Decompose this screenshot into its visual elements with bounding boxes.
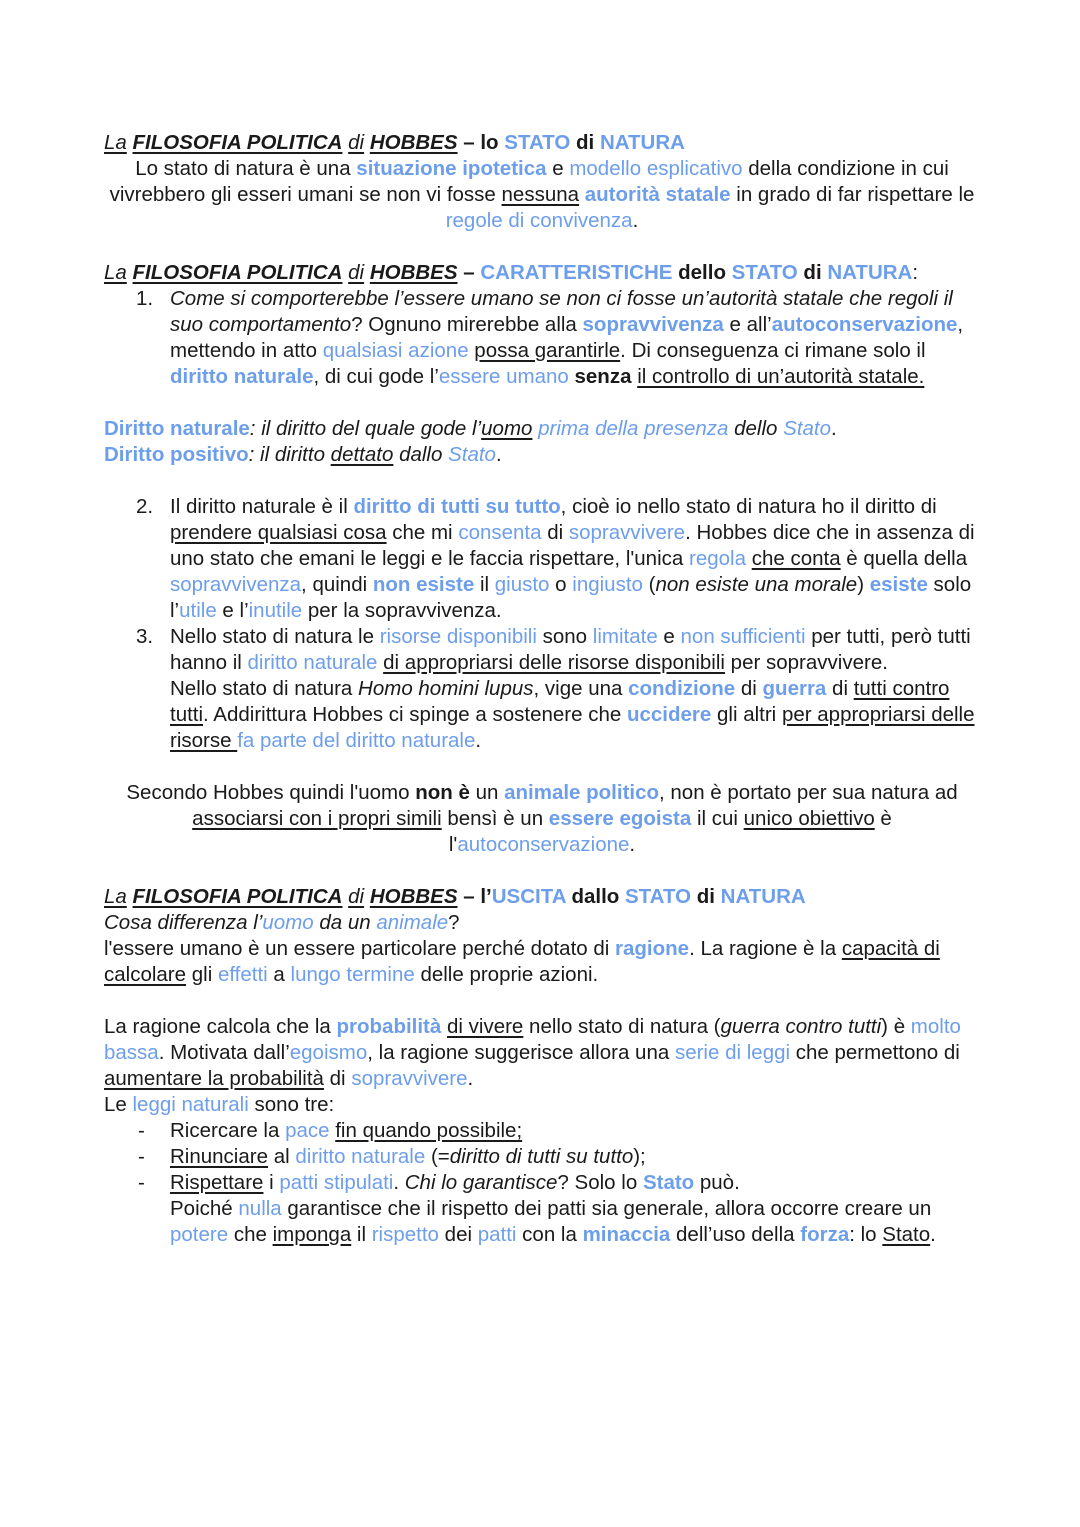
text-span: senza <box>574 365 632 388</box>
text-span: uomo <box>262 911 314 934</box>
text-span: imponga <box>272 1223 352 1246</box>
text-span: Cosa differenza l’ <box>104 911 263 934</box>
text-span: Rinunciare <box>170 1145 268 1168</box>
text-span: fin quando possibile; <box>335 1119 523 1142</box>
law-item-2 <box>104 1144 980 1170</box>
text-span: . <box>393 1171 405 1194</box>
text-span: condizione <box>628 677 736 700</box>
text-span: autoconservazione <box>771 313 958 336</box>
text-span: tutti contro tutti <box>170 677 950 726</box>
text-span: La <box>104 261 127 284</box>
text-span: per tutti, però tutti hanno il <box>170 625 971 674</box>
text-span: Homo homini lupus <box>358 677 534 700</box>
text-span: nello stato di natura ( <box>523 1015 721 1038</box>
text-span: – l’ <box>457 885 492 908</box>
text-span: qualsiasi azione <box>322 339 469 362</box>
text-span: dei <box>438 1223 478 1246</box>
text-span: FILOSOFIA POLITICA <box>132 261 343 284</box>
text-span: STATO <box>731 261 798 284</box>
text-span: di <box>797 261 828 284</box>
text-span: . Addirittura Hobbes ci spinge a sostenere che <box>203 703 627 726</box>
text-span: Chi lo garantisce <box>404 1171 558 1194</box>
text-span: a <box>267 963 291 986</box>
text-span: 3. <box>136 625 154 648</box>
text-span: con la <box>516 1223 583 1246</box>
paragraph-stato-di-natura-definition <box>104 156 980 234</box>
text-span: uomo <box>481 417 533 440</box>
text-span: non esiste <box>372 573 475 596</box>
paragraph-probabilita <box>104 1014 980 1092</box>
text-span: . Motivata dall’ <box>158 1041 290 1064</box>
text-span: NATURA <box>827 261 913 284</box>
text-span: esiste <box>869 573 928 596</box>
text-span: per appropriarsi delle risorse <box>170 703 975 752</box>
text-span: il <box>474 573 495 596</box>
text-span: minaccia <box>582 1223 671 1246</box>
text-span: STATO <box>625 885 692 908</box>
text-span: effetti <box>217 963 268 986</box>
section-heading-stato-di-natura <box>104 130 980 156</box>
text-span: FILOSOFIA POLITICA <box>132 885 343 908</box>
text-span: aumentare la probabilità <box>104 1067 324 1090</box>
text-span: per sopravvivere. <box>724 651 888 674</box>
section-heading-caratteristiche <box>104 260 980 286</box>
text-span: fa parte del diritto naturale <box>237 729 476 752</box>
law-item-3-continuation <box>104 1196 980 1248</box>
text-span: di <box>348 261 365 284</box>
text-span: - <box>138 1145 145 1168</box>
text-span: di appropriarsi delle risorse disponibili <box>383 651 725 674</box>
text-span: La <box>104 131 127 154</box>
text-span: il cui <box>691 807 744 830</box>
question-uomo-animale <box>104 910 980 936</box>
text-span: sopravvivere <box>351 1067 468 1090</box>
text-span: regola <box>689 547 746 570</box>
text-span: Stato <box>642 1171 695 1194</box>
text-span: uccidere <box>626 703 712 726</box>
text-span: . Di conseguenza ci rimane solo il <box>620 339 926 362</box>
text-span: nessuna <box>501 183 580 206</box>
text-span: e <box>657 625 681 648</box>
text-span: . La ragione è la <box>689 937 842 960</box>
law-item-3 <box>104 1170 980 1196</box>
text-span: potere <box>170 1223 229 1246</box>
text-span: dell’uso della <box>670 1223 801 1246</box>
text-span: ? Solo lo <box>557 1171 643 1194</box>
text-span: nulla <box>238 1197 282 1220</box>
text-span: La <box>104 885 127 908</box>
text-span: giusto <box>494 573 550 596</box>
text-span: HOBBES <box>369 131 458 154</box>
text-span: i <box>263 1171 280 1194</box>
paragraph-ragione <box>104 936 980 988</box>
text-span: un <box>469 781 505 804</box>
text-span: essere egoista <box>548 807 692 830</box>
text-span: autorità statale <box>584 183 731 206</box>
text-span: , cioè io nello stato di natura ho il diritto di <box>560 495 937 518</box>
text-span: animale politico <box>504 781 660 804</box>
text-span: STATO <box>504 131 571 154</box>
text-span: ) <box>857 573 870 596</box>
text-span: lungo termine <box>290 963 415 986</box>
text-span: garantisce che il rispetto dei patti sia generale, allora occorre creare un <box>281 1197 932 1220</box>
text-span: consenta <box>458 521 542 544</box>
text-span: NATURA <box>720 885 806 908</box>
text-span: . Hobbes dice che in assenza di uno stato che emani le leggi e le faccia rispettare, l'unica <box>170 521 975 570</box>
text-span: che mi <box>386 521 459 544</box>
text-span: di <box>348 131 365 154</box>
text-span: diritto naturale <box>247 651 378 674</box>
text-span: animale <box>376 911 449 934</box>
text-span: diritto di tutti su tutto <box>353 495 561 518</box>
text-span: HOBBES <box>369 261 458 284</box>
text-span: inutile <box>248 599 303 622</box>
list-item-3 <box>104 624 980 676</box>
text-span: guerra <box>762 677 827 700</box>
text-span: regole di convivenza <box>445 209 633 232</box>
text-span: Diritto positivo <box>104 443 249 466</box>
text-span: Nello stato di natura le <box>170 625 380 648</box>
text-span: ? Ognuno mirerebbe alla <box>351 313 583 336</box>
text-span: gli altri <box>711 703 782 726</box>
text-span: . <box>475 729 482 752</box>
text-span: prima della presenza <box>538 417 729 440</box>
text-span: Secondo Hobbes quindi l'uomo <box>126 781 416 804</box>
text-span: può. <box>694 1171 740 1194</box>
text-span: sopravvivere <box>568 521 686 544</box>
text-span: è quella della <box>840 547 968 570</box>
text-span: : il diritto del quale gode l’ <box>249 417 482 440</box>
text-span: modello esplicativo <box>569 157 743 180</box>
text-span: è l' <box>448 807 892 856</box>
document-body <box>104 130 980 1248</box>
text-span: egoismo <box>289 1041 368 1064</box>
text-span: probabilità <box>336 1015 442 1038</box>
text-span: di <box>691 885 721 908</box>
text-span: , la ragione suggerisce allora una <box>367 1041 675 1064</box>
text-span: di <box>826 677 854 700</box>
text-span: CARATTERISTICHE <box>480 261 673 284</box>
text-span: – <box>457 261 481 284</box>
text-span: Diritto naturale <box>104 417 250 440</box>
text-span: . <box>629 833 636 856</box>
text-span: dello <box>672 261 732 284</box>
text-span: sono <box>536 625 593 648</box>
text-span: dallo <box>565 885 625 908</box>
text-span: , di cui gode l’ <box>313 365 439 388</box>
text-span: che permettono di <box>790 1041 960 1064</box>
text-span: non sufficienti <box>680 625 806 648</box>
text-span: ? <box>448 911 460 934</box>
text-span: di <box>735 677 763 700</box>
text-span: 2. <box>136 495 154 518</box>
text-span: per la sopravvivenza. <box>302 599 502 622</box>
text-span: che conta <box>751 547 841 570</box>
text-span: dallo <box>393 443 449 466</box>
text-span: diritto naturale <box>170 365 314 388</box>
text-span: sono tre: <box>248 1093 335 1116</box>
text-span: ); <box>633 1145 646 1168</box>
text-span: La ragione calcola che la <box>104 1015 337 1038</box>
text-span: di <box>570 131 600 154</box>
text-span: – lo <box>457 131 505 154</box>
text-span: e l’ <box>216 599 249 622</box>
text-span: prendere qualsiasi cosa <box>170 521 387 544</box>
text-span: patti stipulati <box>279 1171 394 1194</box>
text-span: autoconservazione <box>457 833 630 856</box>
text-span: sopravvivenza <box>582 313 724 336</box>
text-span: Stato <box>882 1223 931 1246</box>
text-span: - <box>138 1171 145 1194</box>
text-span: dello <box>728 417 784 440</box>
text-span: leggi naturali <box>132 1093 249 1116</box>
text-span: il controllo di un’autorità statale. <box>637 365 925 388</box>
text-span: guerra contro tutti <box>720 1015 882 1038</box>
text-span: FILOSOFIA POLITICA <box>132 131 343 154</box>
text-span: 1. <box>136 287 154 310</box>
text-span: Poiché <box>170 1197 239 1220</box>
text-span: ingiusto <box>572 573 643 596</box>
text-span: . <box>495 443 502 466</box>
text-span: limitate <box>592 625 658 648</box>
law-item-1 <box>104 1118 980 1144</box>
text-span: il <box>351 1223 372 1246</box>
text-span: forza <box>800 1223 850 1246</box>
text-span: pace <box>285 1119 330 1142</box>
text-span: non esiste una morale <box>655 573 858 596</box>
text-span: non è <box>415 781 470 804</box>
text-span: molto bassa <box>104 1015 961 1064</box>
text-span: associarsi con i propri simili <box>192 807 442 830</box>
list-item-1 <box>104 286 980 390</box>
text-span: e all’ <box>723 313 772 336</box>
text-span: ) è <box>881 1015 911 1038</box>
paragraph-leggi-naturali <box>104 1092 980 1118</box>
text-span: di <box>323 1067 352 1090</box>
text-span: e <box>546 157 570 180</box>
text-span: delle proprie azioni. <box>414 963 599 986</box>
text-span: in grado di far rispettare le <box>730 183 975 206</box>
text-span: Come si comporterebbe l’essere umano se non ci fosse un’autorità statale che regoli il suo comportamento <box>170 287 953 336</box>
text-span: possa garantirle <box>474 339 621 362</box>
text-span: NATURA <box>599 131 685 154</box>
text-span: capacità di calcolare <box>104 937 940 986</box>
text-span: , non è portato per sua natura ad <box>659 781 958 804</box>
definition-diritto-positivo <box>104 442 980 468</box>
text-span: situazione ipotetica <box>356 157 547 180</box>
text-span: utile <box>179 599 217 622</box>
text-span: Rispettare <box>170 1171 264 1194</box>
text-span: solo l’ <box>170 573 972 622</box>
text-span: di vivere <box>447 1015 524 1038</box>
definition-diritto-naturale <box>104 416 980 442</box>
text-span: USCITA <box>491 885 566 908</box>
text-span: HOBBES <box>369 885 458 908</box>
text-span: unico obiettivo <box>743 807 875 830</box>
text-span: serie di leggi <box>674 1041 791 1064</box>
text-span: : lo <box>849 1223 883 1246</box>
text-span: rispetto <box>371 1223 439 1246</box>
paragraph-uomo-non-animale-politico <box>104 780 980 858</box>
text-span: gli <box>186 963 218 986</box>
text-span: Stato <box>783 417 832 440</box>
text-span: sopravvivenza <box>170 573 302 596</box>
text-span: Nello stato di natura <box>170 677 359 700</box>
text-span: Ricercare la <box>170 1119 286 1142</box>
text-span: Le <box>104 1093 133 1116</box>
text-span: ragione <box>615 937 690 960</box>
text-span: , mettendo in atto <box>170 313 964 362</box>
text-span: . <box>831 417 837 440</box>
text-span: : il diritto <box>248 443 331 466</box>
text-span: diritto naturale <box>295 1145 426 1168</box>
text-span: che <box>228 1223 273 1246</box>
list-item-3-continuation <box>104 676 980 754</box>
text-span: , quindi <box>301 573 373 596</box>
text-span: . <box>632 209 639 232</box>
section-heading-uscita <box>104 884 980 910</box>
text-span: . <box>930 1223 936 1246</box>
list-item-2 <box>104 494 980 624</box>
text-span: Stato <box>448 443 496 466</box>
text-span: ( <box>642 573 656 596</box>
text-span: : <box>912 261 919 284</box>
text-span: . <box>467 1067 474 1090</box>
text-span: diritto di tutti su tutto <box>449 1145 634 1168</box>
text-span: di <box>348 885 365 908</box>
text-span: al <box>268 1145 296 1168</box>
text-span: essere umano <box>438 365 569 388</box>
text-span: bensì è un <box>441 807 549 830</box>
text-span: l'essere umano è un essere particolare perché dotato di <box>104 937 616 960</box>
text-span: - <box>138 1119 145 1142</box>
text-span: Lo stato di natura è una <box>135 157 357 180</box>
text-span: patti <box>477 1223 517 1246</box>
text-span: o <box>549 573 573 596</box>
text-span: della condizione in cui vivrebbero gli esseri umani se non vi fosse <box>109 157 949 206</box>
text-span: , vige una <box>533 677 629 700</box>
text-span: Il diritto naturale è il <box>170 495 354 518</box>
text-span: (= <box>425 1145 450 1168</box>
text-span: da un <box>313 911 377 934</box>
text-span: di <box>541 521 569 544</box>
text-span: risorse disponibili <box>379 625 537 648</box>
text-span: dettato <box>330 443 394 466</box>
